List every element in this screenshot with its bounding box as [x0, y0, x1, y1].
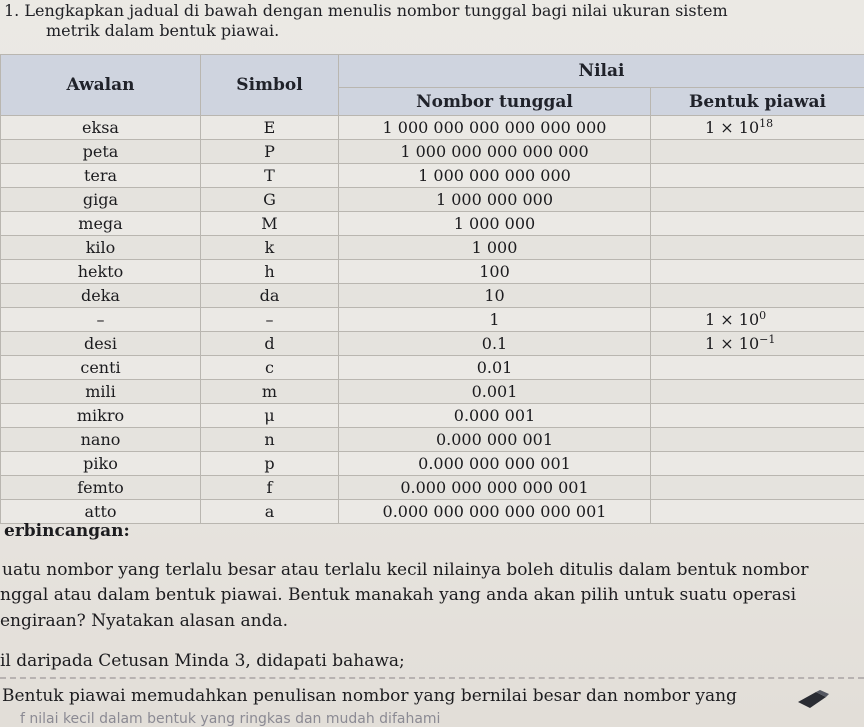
cell-awalan: piko: [1, 452, 201, 476]
cell-simbol: –: [201, 308, 339, 332]
table-row: [1, 476, 864, 500]
discussion-line-1: uatu nombor yang terlalu besar atau terlalu kecil nilainya boleh ditulis dalam bentuk nombor: [2, 560, 809, 580]
cell-awalan: kilo: [1, 236, 201, 260]
cell-awalan: giga: [1, 188, 201, 212]
discussion-line-2: nggal atau dalam bentuk piawai. Bentuk manakah yang anda akan pilih untuk suatu operasi: [0, 585, 797, 605]
cell-bentuk-piawai[interactable]: [651, 476, 864, 500]
piawai-base: 1 × 10: [705, 333, 760, 353]
piawai-exponent: −1: [759, 332, 776, 346]
cell-bentuk-piawai[interactable]: [651, 404, 864, 428]
cell-awalan: mili: [1, 380, 201, 404]
cell-awalan: tera: [1, 164, 201, 188]
metric-prefix-table-wrap: [0, 54, 864, 521]
cell-awalan: deka: [1, 284, 201, 308]
cell-bentuk-piawai[interactable]: [651, 188, 864, 212]
table-row: [1, 308, 864, 332]
cell-nombor-tunggal: 0.001: [339, 380, 651, 404]
cell-nombor-tunggal: 1: [339, 308, 651, 332]
table-row: [1, 260, 864, 284]
cell-nombor-tunggal: 0.000 000 001: [339, 428, 651, 452]
cell-simbol: d: [201, 332, 339, 356]
cell-simbol: P: [201, 140, 339, 164]
table-row: [1, 212, 864, 236]
discussion-line-3: engiraan? Nyatakan alasan anda.: [0, 611, 288, 631]
cell-bentuk-piawai[interactable]: [651, 284, 864, 308]
cell-bentuk-piawai[interactable]: [651, 308, 864, 332]
cell-simbol: E: [201, 116, 339, 140]
cell-awalan: centi: [1, 356, 201, 380]
cell-simbol: k: [201, 236, 339, 260]
cell-nombor-tunggal: 10: [339, 284, 651, 308]
table-row: [1, 236, 864, 260]
cell-nombor-tunggal: 1 000 000 000 000 000 000: [339, 116, 651, 140]
cell-nombor-tunggal: 0.000 000 000 001: [339, 452, 651, 476]
piawai-base: 1 × 10: [705, 117, 760, 137]
dashed-divider: [0, 677, 864, 679]
conclusion-line-2: Bentuk piawai memudahkan penulisan nombor yang bernilai besar dan nombor yang: [2, 686, 737, 706]
piawai-exponent: 0: [759, 308, 767, 322]
metric-prefix-table: [0, 54, 864, 524]
header-nombor-tunggal: Nombor tunggal: [339, 88, 651, 116]
cell-bentuk-piawai[interactable]: [651, 380, 864, 404]
cell-bentuk-piawai[interactable]: [651, 236, 864, 260]
piawai-exponent: 18: [759, 116, 774, 130]
cell-awalan: nano: [1, 428, 201, 452]
cell-awalan: femto: [1, 476, 201, 500]
table-row: [1, 140, 864, 164]
cell-awalan: hekto: [1, 260, 201, 284]
cell-nombor-tunggal: 0.000 000 000 000 001: [339, 476, 651, 500]
instruction-line-2: metrik dalam bentuk piawai.: [46, 21, 280, 40]
cell-awalan: mikro: [1, 404, 201, 428]
cell-bentuk-piawai[interactable]: [651, 116, 864, 140]
cell-simbol: M: [201, 212, 339, 236]
table-row: [1, 188, 864, 212]
cell-nombor-tunggal: 0.1: [339, 332, 651, 356]
table-row: [1, 404, 864, 428]
cell-awalan: –: [1, 308, 201, 332]
table-row: [1, 356, 864, 380]
cell-simbol: h: [201, 260, 339, 284]
discussion-heading: erbincangan:: [4, 521, 130, 541]
cell-awalan: eksa: [1, 116, 201, 140]
header-bentuk-piawai: Bentuk piawai: [651, 88, 864, 116]
table-row: [1, 380, 864, 404]
cell-awalan: atto: [1, 500, 201, 524]
header-simbol: Simbol: [201, 55, 339, 116]
cell-simbol: a: [201, 500, 339, 524]
pencil-tip-icon: [796, 688, 830, 710]
cell-nombor-tunggal: 1 000 000 000 000 000: [339, 140, 651, 164]
table-row: [1, 500, 864, 524]
table-row: [1, 164, 864, 188]
table-row: [1, 332, 864, 356]
cell-simbol: n: [201, 428, 339, 452]
cell-simbol: μ: [201, 404, 339, 428]
piawai-base: 1 × 10: [705, 309, 760, 329]
instruction-line-1: 1. Lengkapkan jadual di bawah dengan menulis nombor tunggal bagi nilai ukuran sistem: [4, 1, 728, 20]
cell-simbol: da: [201, 284, 339, 308]
cell-simbol: m: [201, 380, 339, 404]
cell-bentuk-piawai[interactable]: [651, 500, 864, 524]
cell-awalan: peta: [1, 140, 201, 164]
cell-bentuk-piawai[interactable]: [651, 452, 864, 476]
cell-simbol: c: [201, 356, 339, 380]
table-row: [1, 428, 864, 452]
cell-bentuk-piawai[interactable]: [651, 212, 864, 236]
cell-simbol: T: [201, 164, 339, 188]
cell-bentuk-piawai[interactable]: [651, 356, 864, 380]
table-row: [1, 452, 864, 476]
cell-nombor-tunggal: 0.000 000 000 000 000 001: [339, 500, 651, 524]
cell-simbol: p: [201, 452, 339, 476]
cell-awalan: mega: [1, 212, 201, 236]
table-row: [1, 116, 864, 140]
header-awalan: Awalan: [1, 55, 201, 116]
cell-nombor-tunggal: 1 000 000 000: [339, 188, 651, 212]
cell-bentuk-piawai[interactable]: [651, 140, 864, 164]
cell-bentuk-piawai[interactable]: [651, 260, 864, 284]
cell-nombor-tunggal: 100: [339, 260, 651, 284]
conclusion-line-1: il daripada Cetusan Minda 3, didapati bahawa;: [0, 651, 405, 671]
cell-bentuk-piawai[interactable]: [651, 164, 864, 188]
cell-bentuk-piawai[interactable]: [651, 428, 864, 452]
cell-bentuk-piawai[interactable]: [651, 332, 864, 356]
cell-nombor-tunggal: 1 000: [339, 236, 651, 260]
cell-nombor-tunggal: 0.01: [339, 356, 651, 380]
conclusion-line-3: f nilai kecil dalam bentuk yang ringkas dan mudah difahami: [20, 711, 441, 727]
cell-simbol: f: [201, 476, 339, 500]
cell-nombor-tunggal: 1 000 000: [339, 212, 651, 236]
cell-simbol: G: [201, 188, 339, 212]
header-nilai: Nilai: [339, 55, 864, 88]
cell-nombor-tunggal: 0.000 001: [339, 404, 651, 428]
table-row: [1, 284, 864, 308]
cell-nombor-tunggal: 1 000 000 000 000: [339, 164, 651, 188]
cell-awalan: desi: [1, 332, 201, 356]
